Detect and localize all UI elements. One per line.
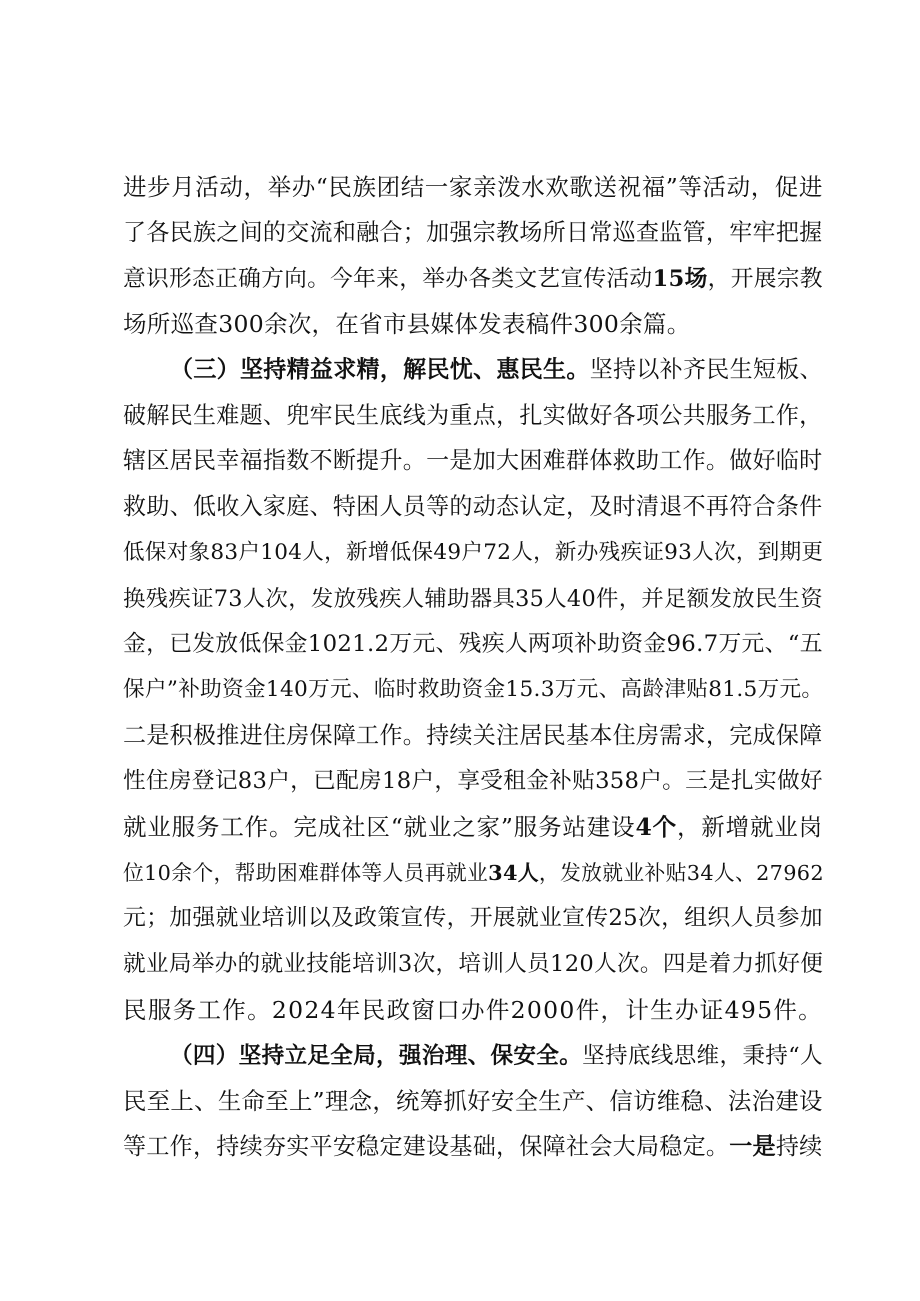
section-heading: （三）坚持精益求精，解民忧、惠民生。 xyxy=(170,356,590,383)
text-line xyxy=(123,1132,823,1162)
text-run: 了各民族之间的交流和融合；加强宗教场所日常巡查监管，牢牢把握 xyxy=(123,220,823,246)
text-run: 二是积极推进住房保障工作。持续关注居民基本住房需求，完成保障 xyxy=(123,723,823,749)
text-run: 场所巡查300余次，在省市县媒体发表稿件300余篇。 xyxy=(123,310,691,338)
text-run: 性住房登记83户，已配房18户，享受租金补贴358户。三是扎实做好 xyxy=(123,768,823,794)
text-line xyxy=(123,309,823,339)
text-run: ，发放就业补贴34人、27962 xyxy=(538,861,824,885)
text-run: 坚持底线思维，秉持“人 xyxy=(582,1043,823,1069)
section-heading: （四）坚持立足全局，强治理、保安全。 xyxy=(170,1043,583,1069)
text-line xyxy=(123,812,823,842)
text-run: 就业局举办的就业技能培训3次，培训人员120人次。四是着力抓好便 xyxy=(123,951,824,977)
text-line xyxy=(123,766,823,796)
text-run-bold: 15场 xyxy=(652,266,708,292)
text-line xyxy=(123,446,823,476)
text-run: 进步月活动，举办“民族团结一家亲泼水欢歌送祝福”等活动，促进 xyxy=(123,173,823,201)
text-run: 民服务工作。2024年民政窗口办件2000件，计生办证495件。 xyxy=(123,996,823,1024)
text-line xyxy=(123,401,823,431)
text-run-bold: 一是 xyxy=(729,1133,776,1160)
text-line xyxy=(123,1086,823,1116)
text-line xyxy=(123,538,823,568)
section-heading-line xyxy=(170,1041,823,1071)
text-line xyxy=(123,675,823,705)
text-run: 金，已发放低保金1021.2万元、残疾人两项补助资金96.7万元、“五 xyxy=(123,631,823,657)
text-line xyxy=(123,995,823,1025)
text-run: 保户”补助资金140万元、临时救助资金15.3万元、高龄津贴81.5万元。 xyxy=(123,677,824,702)
text-line xyxy=(123,492,823,522)
section-heading-line xyxy=(170,355,823,385)
text-run: ，新增就业岗 xyxy=(676,813,823,841)
text-run: 等工作，持续夯实平安稳定建设基础，保障社会大局稳定。 xyxy=(123,1134,730,1160)
text-line xyxy=(123,903,823,933)
text-run: 低保对象83户104人，新增低保49户72人，新办残疾证93人次，到期更 xyxy=(123,540,824,565)
text-line xyxy=(123,264,823,294)
text-run: 救助、低收入家庭、特困人员等的动态认定，及时清退不再符合条件 xyxy=(123,494,823,520)
text-run: 辖区居民幸福指数不断提升。一是加大困难群体救助工作。做好临时 xyxy=(123,448,823,474)
text-run: 持续 xyxy=(775,1134,823,1160)
text-run: 元；加强就业培训以及政策宣传，开展就业宣传25次，组织人员参加 xyxy=(123,905,823,931)
text-run-bold: 4个 xyxy=(635,813,677,841)
text-line xyxy=(123,172,823,202)
text-run: ，开展宗教 xyxy=(707,266,823,292)
text-line xyxy=(123,218,823,248)
text-run: 坚持以补齐民生短板、 xyxy=(589,357,823,383)
text-line xyxy=(123,721,823,751)
text-run: 就业服务工作。完成社区“就业之家”服务站建设 xyxy=(123,813,636,841)
text-run: 意识形态正确方向。今年来，举办各类文艺宣传活动 xyxy=(123,266,653,292)
text-line xyxy=(123,858,823,888)
text-line xyxy=(123,949,823,979)
text-run: 位10余个，帮助困难群体等人员再就业 xyxy=(123,861,489,885)
text-run: 破解民生难题、兜牢民生底线为重点，扎实做好各项公共服务工作， xyxy=(123,403,823,429)
text-line xyxy=(123,629,823,659)
text-run-bold: 34人 xyxy=(488,860,539,885)
text-run: 换残疾证73人次，发放残疾人辅助器具35人40件，并足额发放民生资 xyxy=(123,586,823,612)
text-line xyxy=(123,584,823,614)
text-run: 民至上、生命至上”理念，统筹抓好安全生产、信访维稳、法治建设 xyxy=(123,1087,823,1115)
